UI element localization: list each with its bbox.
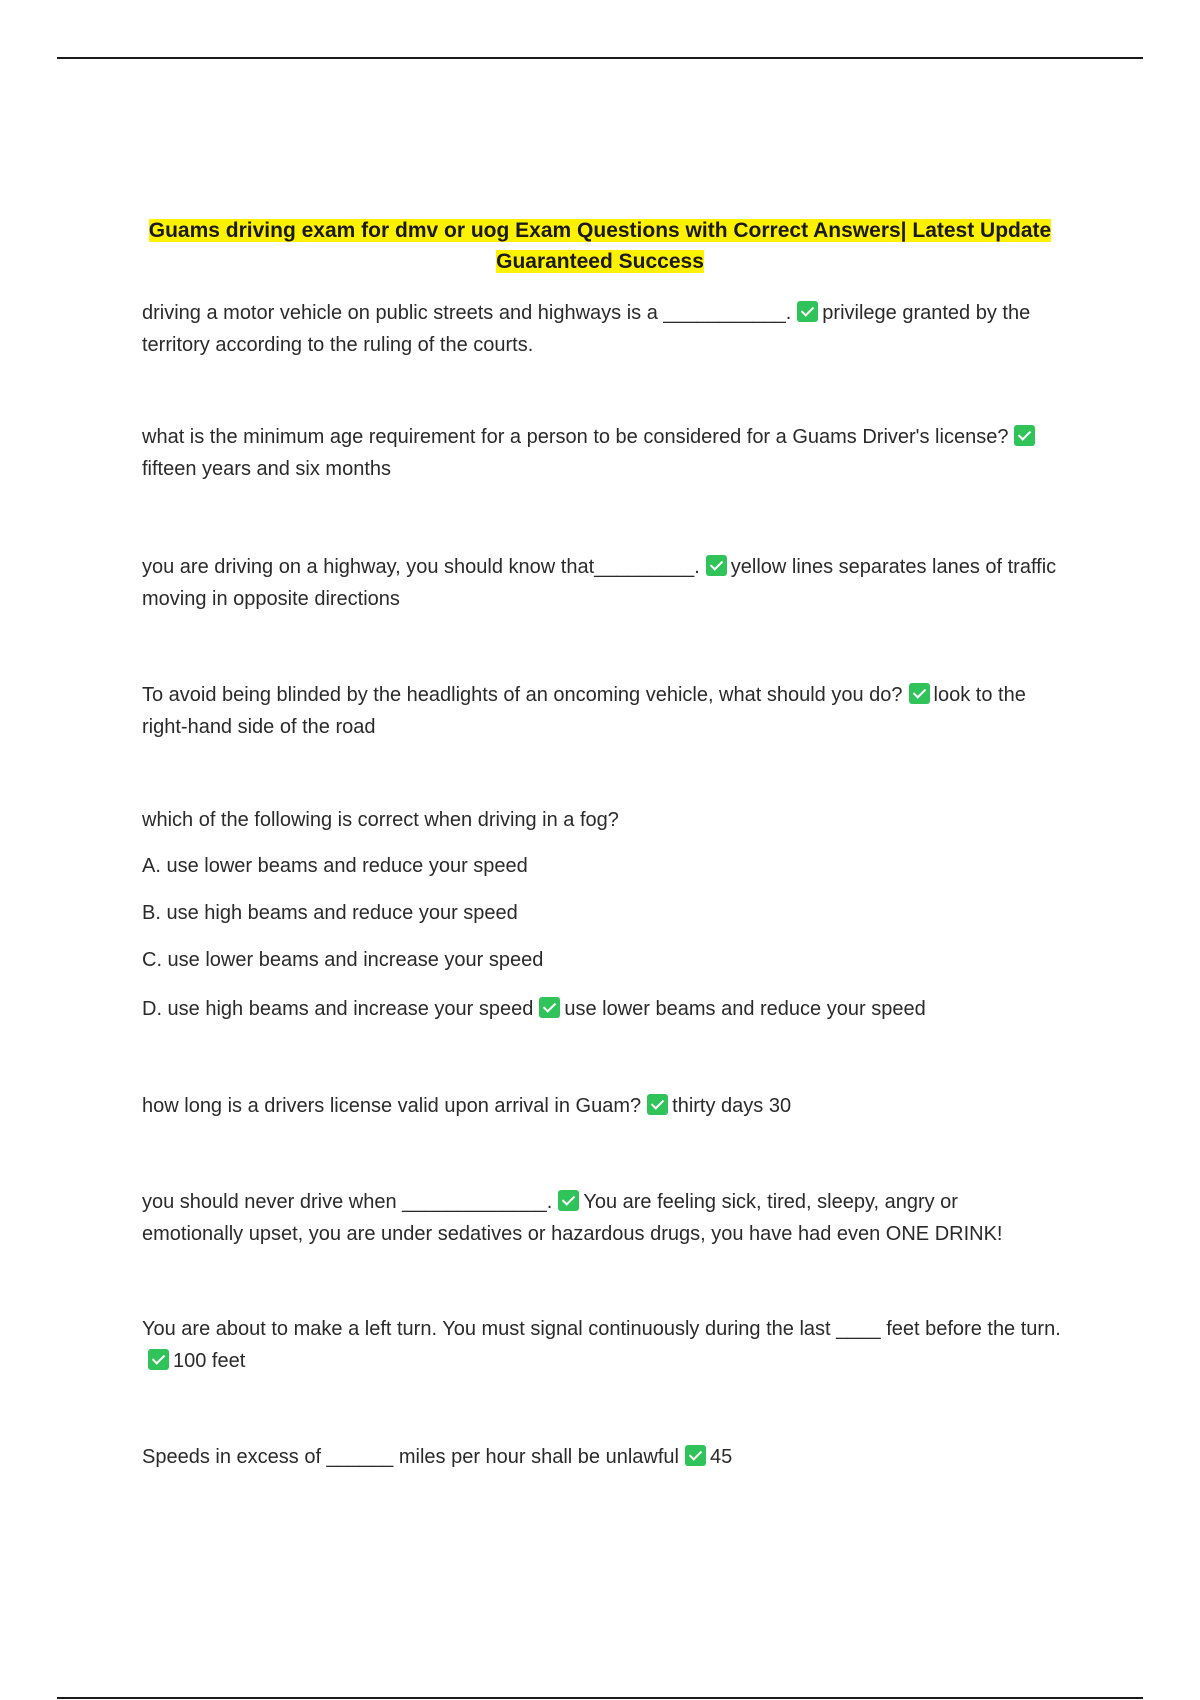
green-check-icon	[706, 555, 727, 576]
answer-text: thirty days 30	[672, 1095, 792, 1117]
qa-item-5-question	[142, 804, 1062, 836]
question-text: Speeds in excess of ______ miles per hour shall be unlawful	[142, 1446, 679, 1468]
question-text: driving a motor vehicle on public streets and highways is a ___________.	[142, 302, 792, 324]
qa-item-7	[142, 1186, 1062, 1250]
document-title	[130, 215, 1070, 277]
option-a: A. use lower beams and reduce your speed	[142, 855, 528, 877]
answer-text: yellow lines separates lanes of traffic moving in opposite directions	[142, 556, 1057, 610]
qa-item-3	[142, 551, 1062, 615]
green-check-icon	[647, 1094, 668, 1115]
answer-text: look to the right-hand side of the road	[142, 684, 1026, 738]
answer-text: use lower beams and reduce your speed	[564, 998, 926, 1020]
qa-item-2	[142, 421, 1062, 485]
qa-item-1	[142, 297, 1062, 361]
qa-item-6	[142, 1090, 1062, 1122]
qa-item-4	[142, 679, 1062, 743]
question-text: how long is a drivers license valid upon arrival in Guam?	[142, 1095, 642, 1117]
green-check-icon	[539, 997, 560, 1018]
question-text: what is the minimum age requirement for a person to be considered for a Guams Driver's license?	[142, 426, 1009, 448]
document-title-text: Guams driving exam for dmv or uog Exam Questions with Correct Answers| Latest Update Guaranteed Success	[148, 219, 1052, 273]
green-check-icon	[909, 683, 930, 704]
option-d-with-answer	[142, 994, 1062, 1024]
question-text: you are driving on a highway, you should know that_________.	[142, 556, 700, 578]
qa-item-9	[142, 1441, 1062, 1473]
green-check-icon	[1014, 425, 1035, 446]
question-text: which of the following is correct when driving in a fog?	[142, 809, 619, 831]
option-b: B. use high beams and reduce your speed	[142, 902, 518, 924]
question-text: you should never drive when _____________.	[142, 1191, 553, 1213]
green-check-icon	[685, 1445, 706, 1466]
green-check-icon	[558, 1190, 579, 1211]
top-rule	[57, 57, 1143, 59]
green-check-icon	[148, 1349, 169, 1370]
answer-text: 100 feet	[173, 1350, 246, 1372]
question-text: You are about to make a left turn. You must signal continuously during the last ____ feet before the turn.	[142, 1318, 1061, 1340]
question-text: To avoid being blinded by the headlights of an oncoming vehicle, what should you do?	[142, 684, 903, 706]
qa-item-8	[142, 1313, 1062, 1377]
answer-text: 45	[710, 1446, 733, 1468]
option-c: C. use lower beams and increase your speed	[142, 949, 544, 971]
answer-text: privilege granted by the territory according to the ruling of the courts.	[142, 302, 1031, 356]
green-check-icon	[797, 301, 818, 322]
option-d: D. use high beams and increase your speed	[142, 998, 534, 1020]
answer-text: You are feeling sick, tired, sleepy, angry or emotionally upset, you are under sedatives or hazardous drugs, you have had even ONE DRINK!	[142, 1191, 1003, 1245]
answer-text: fifteen years and six months	[142, 458, 392, 480]
bottom-rule	[57, 1697, 1143, 1699]
